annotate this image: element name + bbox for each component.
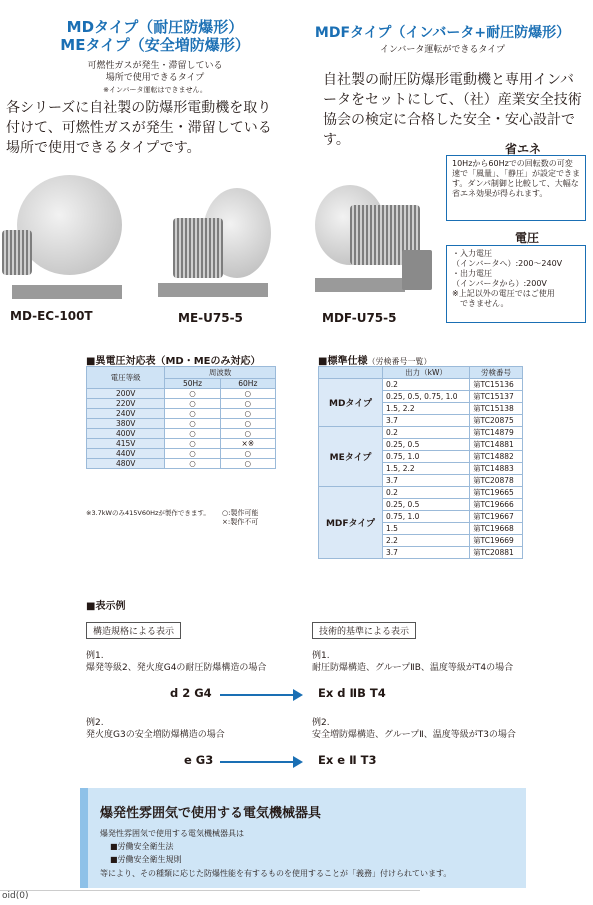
output-cell: 0.75, 1.0 xyxy=(383,451,470,463)
tag-structure: 構造規格による表示 xyxy=(86,622,181,639)
output-cell: 0.2 xyxy=(383,427,470,439)
number-cell: 第TC19666 xyxy=(470,499,523,511)
number-cell: 第TC19665 xyxy=(470,487,523,499)
ex1-right: 耐圧防爆構造、グループⅡB、温度等級がT4の場合 xyxy=(312,663,514,673)
left-body: 各シリーズに自社製の防爆形電動機を取り付けて、可燃性ガスが発生・滞留している場所で使用できるタイプです。 xyxy=(6,100,272,156)
number-cell: 第TC14883 xyxy=(470,463,523,475)
cell: ○ xyxy=(220,399,275,409)
left-sub1: 可燃性ガスが発生・滞留している xyxy=(87,61,223,71)
spec-title-sub: （労検番号一覧） xyxy=(367,357,432,366)
ex2-label-left: 例2. xyxy=(86,718,104,728)
cell: 200V xyxy=(87,389,165,399)
ex2-left: 発火度G3の安全増防爆構造の場合 xyxy=(86,730,225,740)
output-cell: 0.75, 1.0 xyxy=(383,511,470,523)
mdf-title: MDFタイプ（インバータ+耐圧防爆形） xyxy=(314,25,571,41)
me-u75-5-image xyxy=(148,183,273,308)
th-voltage: 電圧等級 xyxy=(87,367,165,389)
number-cell: 第TC20881 xyxy=(470,547,523,559)
volt-line: できません。 xyxy=(460,299,509,308)
md-ec-100t-image xyxy=(2,175,127,305)
number-cell: 第TC15138 xyxy=(470,403,523,415)
ex2-right: 安全増防爆構造、グループⅡ、温度等級がT3の場合 xyxy=(312,730,516,740)
th-type xyxy=(319,367,383,379)
regulation-panel xyxy=(80,788,526,888)
md-title: MDタイプ（耐圧防爆形） xyxy=(66,18,244,36)
cell: ×※ xyxy=(220,439,275,449)
table-row xyxy=(319,427,523,439)
cell: 220V xyxy=(87,399,165,409)
cell: ○ xyxy=(220,389,275,399)
cell: ○ xyxy=(220,449,275,459)
ex1-left: 爆発等級2、発火度G4の耐圧防爆構造の場合 xyxy=(86,663,267,673)
number-cell: 第TC15137 xyxy=(470,391,523,403)
cell: 440V xyxy=(87,449,165,459)
ex1-to: Ex d ⅡB T4 xyxy=(318,686,386,700)
ex1-label-right: 例1. xyxy=(312,651,330,661)
voltage-box xyxy=(446,245,586,323)
ex1-label-left: 例1. xyxy=(86,651,104,661)
status-text: oid(0) xyxy=(2,891,29,901)
volt-line: ※上記以外の電圧ではご使用 xyxy=(452,289,555,298)
left-note: ※インバータ運転はできません。 xyxy=(103,86,207,94)
panel-line2: ■労働安全衛生法 xyxy=(110,842,174,851)
ex2-arrow xyxy=(220,761,294,763)
save-text: 10Hzから60Hzでの回転数の可変速で「風量」、「静圧」が設定できます。ダンパ制御と比較して、大幅な省エネ効果が得られます。 xyxy=(452,159,580,198)
panel-title: 爆発性雰囲気で使用する電気機械器具 xyxy=(100,806,322,821)
ex2-to: Ex e Ⅱ T3 xyxy=(318,753,377,767)
cell: ○ xyxy=(165,419,220,429)
panel-line1: 爆発性雰囲気で使用する電気機械器具は xyxy=(100,829,244,838)
number-cell: 第TC19668 xyxy=(470,523,523,535)
table-row xyxy=(87,419,276,429)
cell: ○ xyxy=(165,439,220,449)
number-cell: 第TC15136 xyxy=(470,379,523,391)
save-title: 省エネ xyxy=(505,142,542,156)
th-50hz: 50Hz xyxy=(165,379,220,389)
cell: ○ xyxy=(165,429,220,439)
cell: 415V xyxy=(87,439,165,449)
output-cell: 0.25, 0.5 xyxy=(383,439,470,451)
number-cell: 第TC14881 xyxy=(470,439,523,451)
volt-line: ・入力電圧 xyxy=(452,249,492,258)
table1-foot: ※3.7kWのみ415V60Hzが製作できます。 xyxy=(86,509,210,517)
prod-mdf-u75-5: MDF-U75-5 xyxy=(322,311,397,325)
volt-line: （インバータへ）:200〜240V xyxy=(452,259,563,268)
output-cell: 0.25, 0.5, 0.75, 1.0 xyxy=(383,391,470,403)
cell: ○ xyxy=(165,389,220,399)
status-bar xyxy=(0,890,420,905)
output-cell: 0.25, 0.5 xyxy=(383,499,470,511)
number-cell: 第TC14882 xyxy=(470,451,523,463)
ex2-from: e G3 xyxy=(184,753,214,767)
cell: ○ xyxy=(220,429,275,439)
table-row xyxy=(87,449,276,459)
ex2-label-right: 例2. xyxy=(312,718,330,728)
cell: 480V xyxy=(87,459,165,469)
tag-technical: 技術的基準による表示 xyxy=(312,622,416,639)
output-cell: 3.7 xyxy=(383,547,470,559)
output-cell: 1.5 xyxy=(383,523,470,535)
type-cell: MDタイプ xyxy=(319,379,383,427)
cell: ○ xyxy=(165,459,220,469)
number-cell: 第TC19667 xyxy=(470,511,523,523)
table-row xyxy=(87,429,276,439)
table-row xyxy=(319,487,523,499)
table-row xyxy=(87,459,276,469)
cell: ○ xyxy=(165,399,220,409)
display-title: ■表示例 xyxy=(86,601,126,612)
output-cell: 0.2 xyxy=(383,379,470,391)
type-cell: MDFタイプ xyxy=(319,487,383,559)
number-cell: 第TC20878 xyxy=(470,475,523,487)
number-cell: 第TC19669 xyxy=(470,535,523,547)
cell: 380V xyxy=(87,419,165,429)
th-freq: 周波数 xyxy=(165,367,276,379)
cell: 400V xyxy=(87,429,165,439)
output-cell: 3.7 xyxy=(383,415,470,427)
cell: 240V xyxy=(87,409,165,419)
legend-ng: ×:製作不可 xyxy=(222,518,259,526)
spec-table xyxy=(318,366,523,559)
legend-ok: ○:製作可能 xyxy=(222,509,259,517)
volt-line: ・出力電圧 xyxy=(452,269,492,278)
number-cell: 第TC14879 xyxy=(470,427,523,439)
panel-line3: ■労働安全衛生規則 xyxy=(110,855,182,864)
table-row xyxy=(87,399,276,409)
cell: ○ xyxy=(165,449,220,459)
mdf-u75-5-image xyxy=(310,170,440,305)
right-body: 自社製の耐圧防爆形電動機と専用インバータをセットにして、（社）産業安全技術協会の検定に合格した安全・安心設計です。 xyxy=(323,72,582,148)
table-row xyxy=(87,439,276,449)
number-cell: 第TC20875 xyxy=(470,415,523,427)
output-cell: 1.5, 2.2 xyxy=(383,403,470,415)
prod-me-u75-5: ME-U75-5 xyxy=(178,311,243,325)
save-box xyxy=(446,155,586,221)
voltage-title: 電圧 xyxy=(515,231,540,245)
prod-md-ec-100t: MD-EC-100T xyxy=(10,309,93,323)
output-cell: 1.5, 2.2 xyxy=(383,463,470,475)
right-sub: インバータ運転ができるタイプ xyxy=(380,45,505,55)
left-sub2: 場所で使用できるタイプ xyxy=(105,73,205,83)
th-output: 出力（kW） xyxy=(383,367,470,379)
volt-line: （インバータから）:200V xyxy=(452,279,547,288)
spec-table-title xyxy=(318,352,431,367)
ex1-arrow xyxy=(220,694,294,696)
cell: ○ xyxy=(220,419,275,429)
cell: ○ xyxy=(165,409,220,419)
cell: ○ xyxy=(220,409,275,419)
cell: ○ xyxy=(220,459,275,469)
table-row xyxy=(87,389,276,399)
table-row xyxy=(319,379,523,391)
panel-line4: 等により、その種類に応じた防爆性能を有するものを使用することが「義務」付けられています。 xyxy=(100,869,452,878)
me-title: MEタイプ（安全増防爆形） xyxy=(60,36,250,54)
ex1-from: d 2 G4 xyxy=(170,686,212,700)
output-cell: 0.2 xyxy=(383,487,470,499)
output-cell: 2.2 xyxy=(383,535,470,547)
th-number: 労検番号 xyxy=(470,367,523,379)
output-cell: 3.7 xyxy=(383,475,470,487)
table-row xyxy=(87,409,276,419)
th-60hz: 60Hz xyxy=(220,379,275,389)
voltage-table xyxy=(86,366,276,469)
voltage-table-title: ■異電圧対応表（MD・MEのみ対応） xyxy=(86,356,261,367)
spec-title-main: ■標準仕様 xyxy=(318,356,368,367)
type-cell: MEタイプ xyxy=(319,427,383,487)
